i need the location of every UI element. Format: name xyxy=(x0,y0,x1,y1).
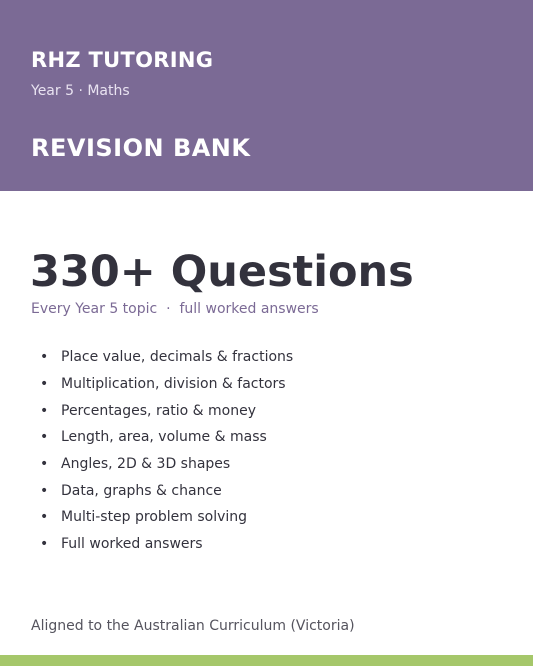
topic-label: Place value, decimals & fractions xyxy=(61,349,294,366)
curriculum-note: Aligned to the Australian Curriculum (Victoria) xyxy=(31,618,355,634)
brand-name: RHZ TUTORING xyxy=(31,48,214,72)
bullet-icon: • xyxy=(40,456,49,473)
banner-title: REVISION BANK xyxy=(31,134,251,162)
topic-label: Multi-step problem solving xyxy=(61,509,248,526)
topic-label: Full worked answers xyxy=(61,536,203,553)
topic-label: Angles, 2D & 3D shapes xyxy=(61,456,231,473)
bullet-icon: • xyxy=(40,482,49,499)
bullet-icon: • xyxy=(40,349,49,366)
list-item xyxy=(40,344,293,371)
bullet-icon: • xyxy=(40,509,49,526)
bullet-icon: • xyxy=(40,376,49,393)
subject-label: Year 5 · Maths xyxy=(31,83,130,99)
topic-label: Length, area, volume & mass xyxy=(61,429,267,446)
headline: 330+ Questions xyxy=(30,247,414,297)
header-banner xyxy=(0,0,533,191)
list-item xyxy=(40,531,293,558)
list-item xyxy=(40,397,293,424)
list-item xyxy=(40,451,293,478)
bullet-icon: • xyxy=(40,402,49,419)
list-item xyxy=(40,477,293,504)
bullet-icon: • xyxy=(40,536,49,553)
topic-list xyxy=(40,344,293,558)
bottom-accent-bar xyxy=(0,655,533,666)
topic-label: Multiplication, division & factors xyxy=(61,376,286,393)
bullet-icon: • xyxy=(40,429,49,446)
list-item xyxy=(40,504,293,531)
topic-label: Percentages, ratio & money xyxy=(61,402,257,419)
topic-label: Data, graphs & chance xyxy=(61,482,222,499)
list-item xyxy=(40,424,293,451)
tagline: Every Year 5 topic · full worked answers xyxy=(31,301,319,317)
list-item xyxy=(40,371,293,398)
